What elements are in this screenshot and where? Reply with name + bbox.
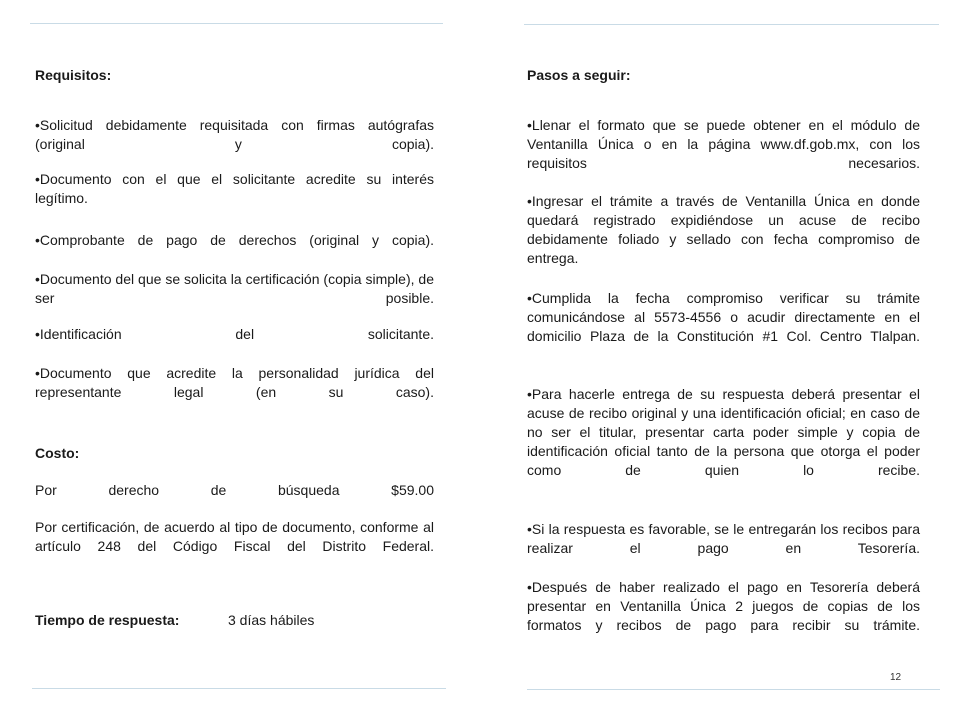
bullet-icon: • — [527, 117, 532, 133]
paso-text: Si la respuesta es favorable, se le entregarán los recibos para realizar el pago en Tesorería. — [527, 521, 920, 556]
requisito-item-2 — [35, 170, 434, 227]
paso-text: Después de haber realizado el pago en Tesorería deberá presentar en Ventanilla Única 2 juegos de copias de los formatos y recibos de pago para recibir su trámite. — [527, 579, 920, 633]
bullet-icon: • — [527, 579, 532, 595]
paso-item-3 — [527, 289, 920, 365]
page-number: 12 — [890, 672, 902, 683]
paso-item-2 — [527, 192, 920, 287]
requisito-text: Documento que acredite la personalidad jurídica del representante legal (en su caso). — [35, 365, 434, 400]
requisito-item-6 — [35, 364, 434, 421]
paso-item-6 — [527, 578, 920, 654]
paso-item-1 — [527, 116, 920, 192]
bullet-icon: • — [527, 290, 532, 306]
bullet-icon: • — [527, 386, 532, 402]
costo-certificacion: Por certificación, de acuerdo al tipo de documento, conforme al artículo 248 del Código Fiscal del Distrito Federal. — [35, 519, 434, 554]
costo-busqueda: Por derecho de búsqueda $59.00 — [35, 482, 434, 498]
costo-heading: Costo: — [35, 445, 80, 461]
requisito-item-3 — [35, 231, 434, 269]
top-rule-left — [30, 23, 443, 24]
bottom-rule-left — [32, 688, 446, 689]
requisito-text: Solicitud debidamente requisitada con firmas autógrafas (original y copia). — [35, 117, 434, 152]
requisito-text: Identificación del solicitante. — [39, 326, 434, 342]
paso-text: Ingresar el trámite a través de Ventanilla Única en donde quedará registrado expidiéndose un acuse de recibo debidamente foliado y sellado con fecha compromiso de entrega. — [527, 193, 920, 266]
paso-item-4 — [527, 385, 920, 499]
bullet-icon: • — [35, 117, 40, 133]
paso-text: Cumplida la fecha compromiso verificar su trámite comunicándose al 5573-4556 o acudir directamente en el domicilio Plaza de la Constitución #1 Col. Centro Tlalpan. — [527, 290, 920, 344]
requisito-text: Comprobante de pago de derechos (original y copia). — [39, 232, 434, 248]
tiempo-respuesta — [35, 612, 179, 630]
requisito-item-4 — [35, 270, 434, 327]
tiempo-label: Tiempo de respuesta: — [35, 612, 180, 628]
paso-text: Llenar el formato que se puede obtener en el módulo de Ventanilla Única o en la página www.df.gob.mx, con los requisitos necesarios. — [527, 117, 920, 171]
bullet-icon: • — [35, 365, 40, 381]
bullet-icon: • — [35, 271, 40, 287]
requisitos-heading: Requisitos: — [35, 67, 112, 83]
tiempo-value: 3 días hábiles — [228, 612, 315, 628]
bottom-rule-right — [527, 689, 940, 690]
requisito-text: Documento del que se solicita la certificación (copia simple), de ser posible. — [35, 271, 434, 306]
requisito-item-1 — [35, 116, 434, 173]
pasos-heading: Pasos a seguir: — [527, 67, 631, 83]
bullet-icon: • — [527, 521, 532, 537]
requisito-text: Documento con el que el solicitante acredite su interés legítimo. — [35, 171, 434, 206]
bullet-icon: • — [527, 193, 532, 209]
paso-text: Para hacerle entrega de su respuesta deberá presentar el acuse de recibo original y una identificación oficial; en caso de no ser el titular, presentar carta poder simple y copia de identificación oficial tanto de la persona que otorga el poder como de quien lo recibe. — [527, 386, 920, 478]
bullet-icon: • — [35, 171, 40, 187]
paso-item-5 — [527, 520, 920, 577]
top-rule-right — [524, 24, 939, 25]
bullet-icon: • — [35, 232, 40, 248]
bullet-icon: • — [35, 326, 40, 342]
requisito-item-5 — [35, 325, 434, 363]
